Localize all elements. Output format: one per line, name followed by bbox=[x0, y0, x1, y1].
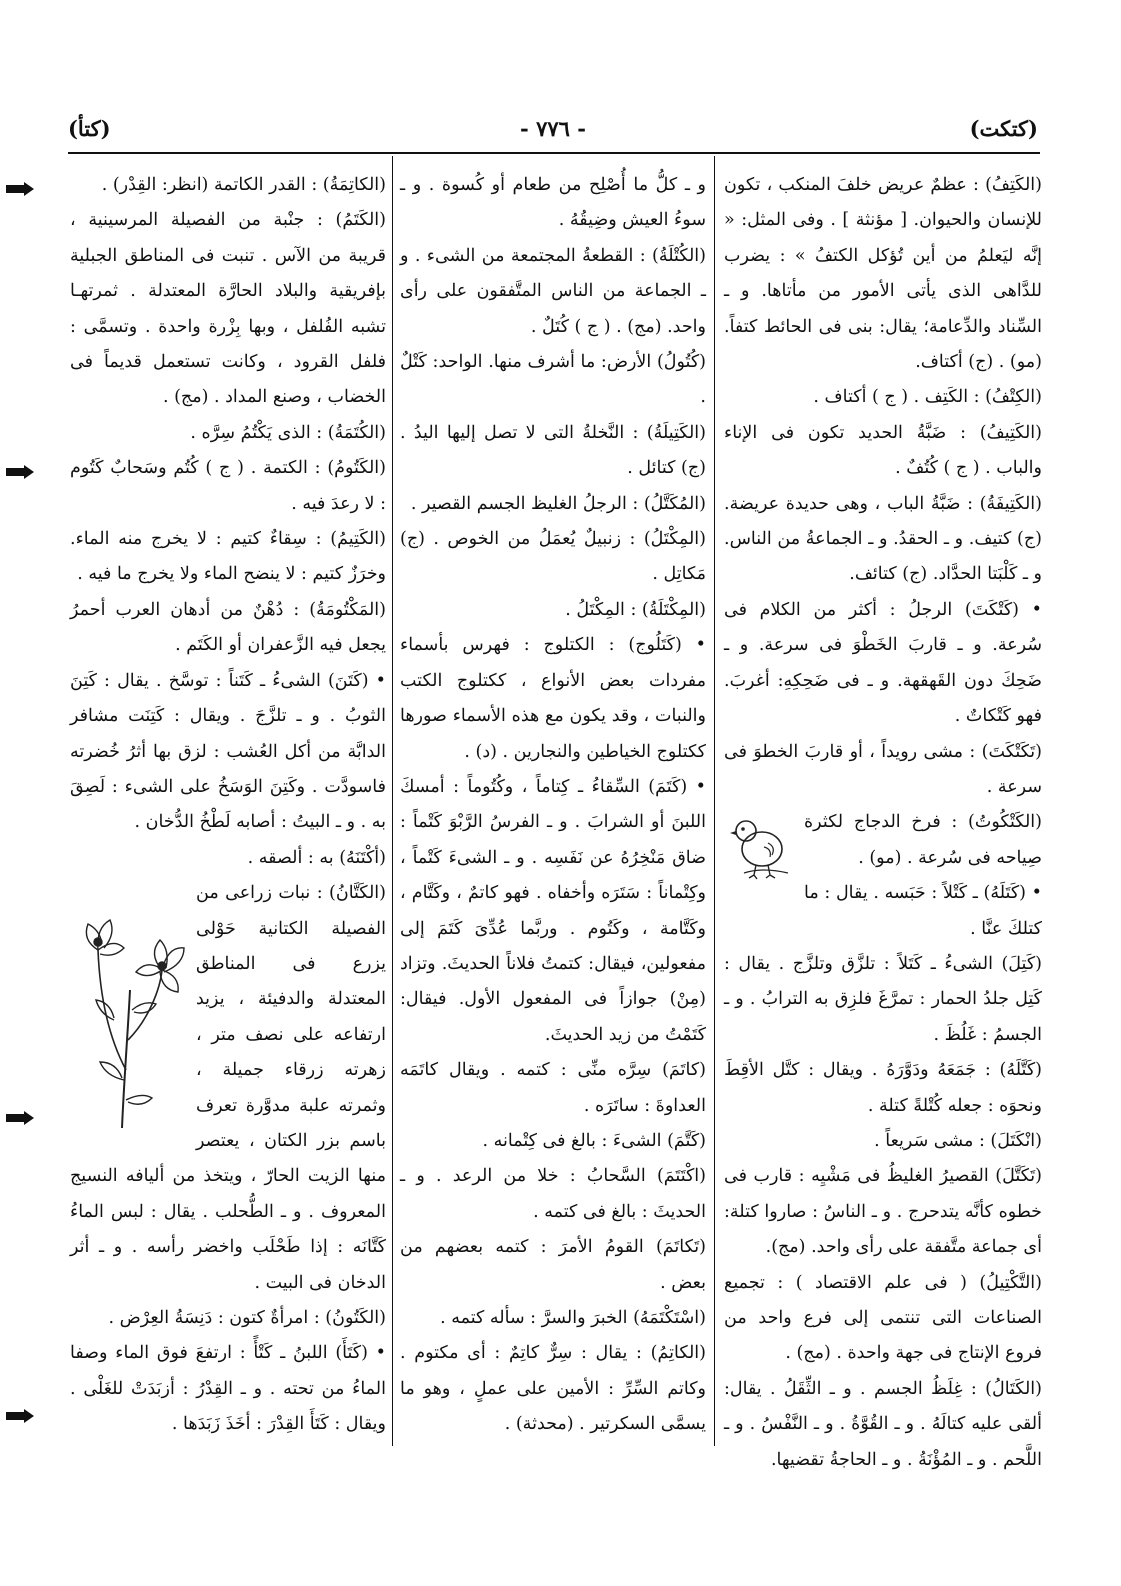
column-right bbox=[724, 168, 1042, 1470]
entry: (الكَتَّانُ) : نبات زراعى من الفصيلة الكتانية حَوْلى يزرع فى المناطق المعتدلة والدفيئة ، يزيد ارتفاعه على نصف متر ، زهرته زرقاء جميلة ، وثمرته علبة مدوَّرة تعرف باسم بزر الكتان ، يعتصر منها الزيت الحارّ ، ويتخذ من أليافه النسيج المعروف . و ـ الطُّحلب . يقال : لبس الماءُ كَتَّانَه : إذا طَحْلَب واخضر رأسه . و ـ أثر الدخان فى البيت . bbox=[70, 883, 386, 1293]
column-divider-left bbox=[392, 156, 393, 1446]
entry: • (كَتَأَ) اللبنُ ـ كَتْأً : ارتفعَ فوق الماء وصفا الماءُ من تحته . و ـ القِدْرُ : أزبَدَتْ للغَلْى . ويقال : كَتَأَ القِدْرَ : أخَذَ زَبَدَها . bbox=[70, 1343, 386, 1435]
entry: (تَكَتْكَتَ) : مشى رويداً ، أو قاربَ الخطوَ فى سرعة . bbox=[724, 741, 1042, 797]
page-number: - ٧٧٦ - bbox=[520, 116, 586, 141]
header-entry-range-left: (كتأ) bbox=[68, 116, 111, 141]
margin-mark bbox=[6, 1412, 24, 1420]
entry: (كُتُولُ) الأرض: ما أشرف منها. الواحد: كَتْلٌ . bbox=[400, 352, 706, 408]
column-middle bbox=[400, 168, 706, 1448]
entry: (تَكاتَمَ) القومُ الأمرَ : كتمه بعضهم من بعض . bbox=[400, 1237, 706, 1293]
entry: (الكَتِفُ) : عظمٌ عريض خلفَ المنكب ، تكون للإنسان والحيوان. [ مؤنثة ] . وفى المثل: « إنَّه ليَعلمُ من أين تُؤكل الكتفُ » : يضرب للدَّاهى الذى يأتى الأمور من مأتاها. و ـ السِّناد والدِّعامة؛ يقال: بنى فى الحائط كتفاً. (مو) . (ج) أكتاف. bbox=[724, 175, 1042, 373]
entry: (كَتَّمَ) الشىءَ : بالغ فى كِتْمانه . bbox=[482, 1130, 706, 1151]
margin-mark bbox=[6, 185, 24, 193]
entry: • (كَتْكَتَ) الرجلُ : أكثر من الكلام فى سُرعة. و ـ قاربَ الخَطْوَ فى سرعة. و ـ ضَحِكَ دون القَهقهة. و ـ فى ضَحِكِهِ: أغربَ. فهو كَتْكاتٌ . bbox=[724, 599, 1042, 727]
entry: (الكَتِيلَةُ) : النَّخلةُ التى لا تصل إليها اليدُ . (ج) كتائل . bbox=[400, 422, 706, 479]
entry: (الكَتِيفُ) : ضَبَّةُ الحديد تكون فى الإناء والباب . ( ج ) كُتُفٌ . bbox=[724, 422, 1042, 479]
header-rule bbox=[68, 152, 1040, 154]
chick-illustration bbox=[724, 809, 798, 883]
entry: (المِكْتَلَةُ) : المِكْتَلُ . bbox=[565, 599, 706, 620]
entry: (كاتَمَ) سِرَّه منِّى : كتمه . ويقال كاتَمَه العداوةَ : ساتَرَه . bbox=[400, 1060, 706, 1116]
column-divider-right bbox=[714, 156, 715, 1446]
column-left bbox=[70, 168, 386, 1448]
entry: (تَكَتَّلَ) القصيرُ الغليظُ فى مَشْيِه : قارب فى خطوه كأنَّه يتدحرج . و ـ الناسُ : صاروا كتلة: أى جماعة متَّفقة على رأى واحد. (مج). bbox=[724, 1166, 1042, 1258]
entry: • (كَتَلَهُ) ـ كَتْلاً : حَبَسه . يقال : ما كتلكَ عنَّا . bbox=[804, 883, 1042, 939]
entry: • (كَتَلُوج) : الكتلوج : فهرس بأسماء مفردات بعض الأنواع ، ككتلوج الكتب والنبات ، وقد يكون مع هذه الأسماء صورها ككتلوج الخياطين والنجارين . (د) . bbox=[400, 635, 706, 762]
entry: (كَتِلَ) الشىءُ ـ كَتَلاً : تلزَّق وتلزَّج . يقال : كَتِل جلدُ الحمار : تمرَّغَ فلزِق به الترابُ . و ـ الجسمُ : غَلُظَ . bbox=[724, 953, 1042, 1045]
entry: (اكْتَتَمَ) السَّحابُ : خلا من الرعد . و ـ الحديثَ : بالغ فى كتمه . bbox=[400, 1166, 706, 1222]
entry: (الكُتَمَةُ) : الذى يَكْتُمُ سِرَّه . bbox=[190, 422, 386, 443]
entry: (الكَتْكُوتُ) : فرخ الدجاج لكثرة صِياحه فى سُرعة . (مو) . bbox=[804, 812, 1042, 868]
entry: (الكَتَالُ) : غِلَظُ الجسم . و ـ الثِّقَلُ . يقال: ألقى عليه كتالَهُ . و ـ القُوَّةُ . و ـ النَّفْسُ . و ـ اللَّحم . و ـ المُؤْنَةُ . و ـ الحاجةُ تقضيها. bbox=[724, 1378, 1042, 1470]
entry: (الكَتَمُ) : جنْبة من الفصيلة المرسينية ، قريبة من الآس . تنبت فى المناطق الجبلية بإفريقية والبلاد الحارَّة المعتدلة . ثمرتهـا تشبه الفُلفل ، وبها بِزْرة واحدة . وتسمَّى : فلفل القرود ، وكانت تستعمل قديماً فى الخضاب ، وصنع المداد . (مج) . bbox=[70, 210, 386, 408]
entry: (المِكْتَلُ) : زنبيلٌ يُعمَلُ من الخوص . (ج) مَكاتِل . bbox=[400, 529, 706, 585]
entry: (الكَتِيمُ) : سِقاءٌ كتيم : لا يخرج منه الماء. وخرَزٌ كتيم : لا ينضح الماء ولا يخرج ما فيه . bbox=[70, 529, 386, 585]
entry: (أكْتَنَهُ) به : ألصقه . bbox=[247, 847, 386, 868]
entry: (المُكَتَّلُ) : الرجلُ الغليظ الجسم القصير . bbox=[410, 493, 706, 514]
entry: و ـ كلُّ ما أُصْلِح من طعام أو كُسوة . و ـ سوءُ العيش وضِيقُهُ . bbox=[400, 175, 706, 231]
entry: (كَتَّلَهُ) : جَمَعَهُ ودَوَّرَهُ . ويقال : كتَّل الأقِطَ ونحوَه : جعله كُتْلةً كتلة . bbox=[724, 1060, 1042, 1116]
entry: (الكاتِمَةُ) : القدر الكاتمة (انظر: القِدْر) . bbox=[101, 175, 386, 195]
entry: • (كَتَنَ) الشىءُ ـ كَتَناً : توسَّخ . يقال : كَتِنَ الثوبُ . و ـ تلزَّجَ . ويقال : كَتِنَت مشافر الدابَّة من أكل العُشب : لزق بها أثرُ خُضرته فاسودَّت . وكَتِنَ الوَسَخُ على الشىء : لَصِقَ به . و ـ البيتُ : أصابه لَطْخُ الدُّخان . bbox=[70, 670, 386, 833]
entry: (الكُتْلَةُ) : القطعةُ المجتمعة من الشىء . و ـ الجماعة من الناس المتَّفقون على رأى واحد. (مج) . ( ج ) كُتَلٌ . bbox=[400, 245, 706, 337]
entry: • (كَتَمَ) السِّقاءُ ـ كِتاماً ، وكُتُوماً : أمسكَ اللبنَ أو الشرابَ . و ـ الفرسُ الرَّبْوَ كَتْماً : ضاق مَنْخِرُهُ عن نَفَسِه . و ـ الشىءَ كَتْماً ، وكِتْماناً : سَتَرَه وأخفاه . فهو كاتمٌ ، وكَتَّام ، وكَتَّامة ، وكَتُوم . وربَّما عُدِّىَ كَتَمَ إلى مفعولين، فيقال: كتمتُ فلاناً الحديثَ. وتزاد (مِنْ) جوازاً فى المفعول الأول. فيقال: كَتَمْتُ من زيد الحديثَ. bbox=[400, 776, 706, 1045]
entry: (اسْتَكْتَمَهُ) الخبرَ والسرَّ : سأله كتمه . bbox=[440, 1308, 706, 1328]
entry: (الكاتِمُ) : يقال : سِرٌّ كاتِمٌ : أى مكتوم . وكاتم السِّرِّ : الأمين على عملٍ ، وهو ما يسمَّى السكرتير . (محدثة) . bbox=[400, 1343, 706, 1435]
entry: (انْكَتَلَ) : مشى سَريعاً . bbox=[874, 1130, 1042, 1151]
margin-mark bbox=[6, 468, 24, 476]
entry: (الكَتُونُ) : امرأةٌ كتون : دَنِسَةُ العِرْض . bbox=[108, 1308, 386, 1328]
page-header bbox=[68, 116, 1038, 150]
entry: (الكَتُومُ) : الكتمة . ( ج ) كُتُم وسَحابٌ كَتُوم : لا رعدَ فيه . bbox=[70, 458, 386, 514]
entry: (التَّكْتِيلُ) ( فى علم الاقتصاد ) : تجميع الصناعات التى تنتمى إلى فرع واحد من فروع الإنتاج فى جهة واحدة . (مج) . bbox=[724, 1272, 1042, 1364]
entry: (الكَتِيفَةُ) : ضَبَّةُ الباب ، وهى حديدة عريضة. (ج) كتيف. و ـ الحقدُ. و ـ الجماعةُ من الناس. و ـ كَلْبَتا الحدَّاد. (ج) كتائف. bbox=[724, 493, 1042, 585]
flax-flower-illustration bbox=[70, 880, 190, 1130]
header-entry-range-right: (كتكت) bbox=[969, 116, 1038, 141]
entry: (المَكْتُومَةُ) : دُهْنٌ من أدهان العرب أحمرُ يجعل فيه الزَّعفران أو الكَتَم . bbox=[70, 599, 386, 656]
entry: (الكِتْفُ) : الكَتِف . ( ج ) أكتاف . bbox=[813, 387, 1042, 408]
margin-mark bbox=[6, 1114, 24, 1122]
